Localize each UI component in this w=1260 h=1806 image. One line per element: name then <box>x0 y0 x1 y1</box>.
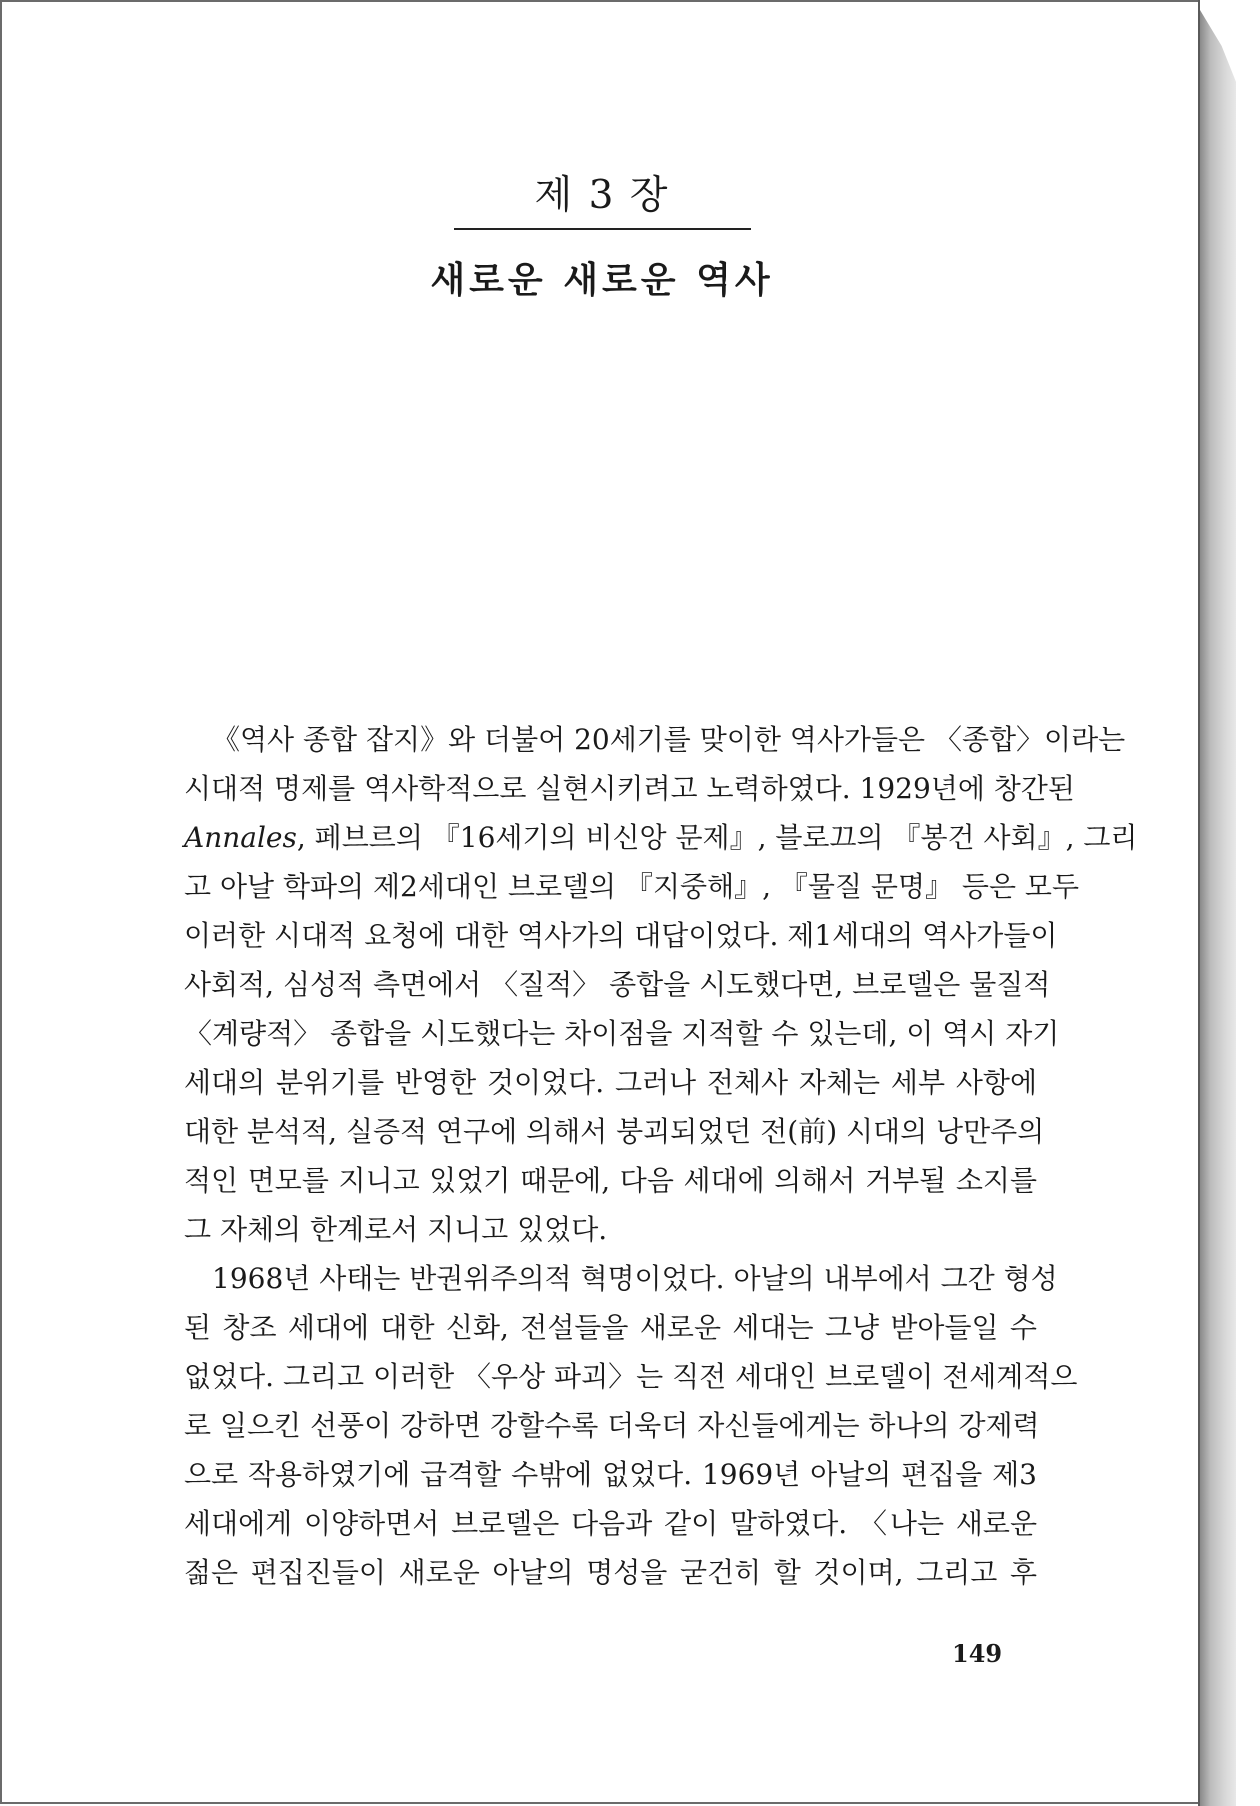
paragraph-line: 된 창조 세대에 대한 신화, 전설들을 새로운 세대는 그냥 받아들일 수 <box>184 1311 1037 1344</box>
paragraph-line: 없었다. 그리고 이러한 〈우상 파괴〉는 직전 세대인 브로델이 전세계적으 <box>184 1360 1078 1393</box>
paragraph-line: 젊은 편집진들이 새로운 아날의 명성을 굳건히 할 것이며, 그리고 후 <box>184 1556 1037 1589</box>
page-edge-shadow <box>1200 10 1236 1806</box>
paragraph-line: 《역사 종합 잡지》와 더불어 20세기를 맞이한 역사가들은 〈종합〉이라는 <box>212 723 1126 756</box>
paragraph-line: 〈계량적〉 종합을 시도했다는 차이점을 지적할 수 있는데, 이 역시 자기 <box>184 1017 1060 1050</box>
paragraph-line: 로 일으킨 선풍이 강하면 강할수록 더욱더 자신들에게는 하나의 강제력 <box>184 1409 1040 1442</box>
paragraph-line-text: , 페브르의 『16세기의 비신앙 문제』, 블로끄의 『봉건 사회』, 그리 <box>296 821 1138 854</box>
paragraph-line: 고 아날 학파의 제2세대인 브로델의 『지중해』, 『물질 문명』 등은 모두 <box>184 870 1080 903</box>
journal-name: Annales <box>184 821 297 854</box>
paragraph-line: 으로 작용하였기에 급격할 수밖에 없었다. 1969년 아날의 편집을 제3 <box>184 1458 1037 1491</box>
paragraph-line: 대한 분석적, 실증적 연구에 의해서 붕괴되었던 전(前) 시대의 낭만주의 <box>184 1115 1045 1148</box>
paragraph-line: 이러한 시대적 요청에 대한 역사가의 대답이었다. 제1세대의 역사가들이 <box>184 919 1058 952</box>
paragraph-line: 1968년 사태는 반권위주의적 혁명이었다. 아날의 내부에서 그간 형성 <box>212 1262 1058 1295</box>
body-text <box>184 715 1138 1597</box>
paragraph-line <box>184 813 1138 862</box>
chapter-number: 제 3 장 <box>534 173 670 218</box>
paragraph-line: 세대의 분위기를 반영한 것이었다. 그러나 전체사 자체는 세부 사항에 <box>184 1066 1037 1099</box>
paragraph-line: 세대에게 이양하면서 브로델은 다음과 같이 말하였다. 〈나는 새로운 <box>184 1507 1037 1540</box>
page-number: 149 <box>952 1639 1003 1668</box>
page-edge-border <box>1198 0 1200 1806</box>
paragraph-line: 시대적 명제를 역사학적으로 실현시키려고 노력하였다. 1929년에 창간된 <box>184 772 1075 805</box>
paragraph-line: 그 자체의 한계로서 지니고 있었다. <box>184 1213 608 1246</box>
chapter-title: 새로운 새로운 역사 <box>430 260 774 301</box>
paragraph-line: 사회적, 심성적 측면에서 〈질적〉 종합을 시도했다면, 브로델은 물질적 <box>184 968 1051 1001</box>
chapter-divider <box>454 228 751 230</box>
paragraph-line: 적인 면모를 지니고 있었기 때문에, 다음 세대에 의해서 거부될 소지를 <box>184 1164 1037 1197</box>
